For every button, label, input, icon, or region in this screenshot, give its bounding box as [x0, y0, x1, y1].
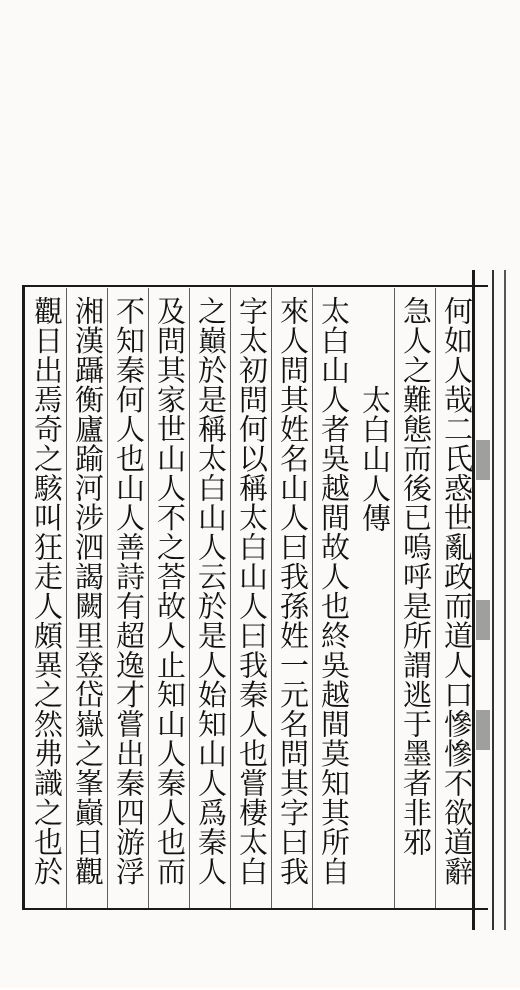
text-column-2: 急人之難態而後已嗚呼是所謂逃于墨者非邪 [399, 296, 433, 857]
text-column-6: 來人問其姓名山人曰我孫姓一元名問其字曰我 [276, 296, 310, 886]
text-column-1: 何如人哉二氏惑世亂政而道人口慘慘不欲道辭 [440, 296, 474, 886]
text-column-12: 觀日出焉奇之駭叫狂走人頗異之然弗識之也於 [30, 296, 64, 886]
text-column-8: 之巔於是稱太白山人云於是人始知山人爲秦人 [194, 296, 228, 886]
text-column-11: 湘漢躡衡廬踰河涉泗謁闕里登岱嶽之峯巓日觀 [71, 296, 105, 886]
text-column-7: 字太初問何以稱太白山人曰我秦人也嘗棲太白 [235, 296, 269, 886]
text-column-9: 及問其家世山人不之荅故人止知山人秦人也而 [153, 296, 187, 886]
text-column-5: 太白山人者吳越間故人也終吳越間莫知其所自 [317, 296, 351, 886]
text-column-10: 不知秦何人也山人善詩有超逸才嘗出秦四游浮 [112, 296, 146, 886]
section-title: 太白山人傳 [358, 385, 392, 533]
